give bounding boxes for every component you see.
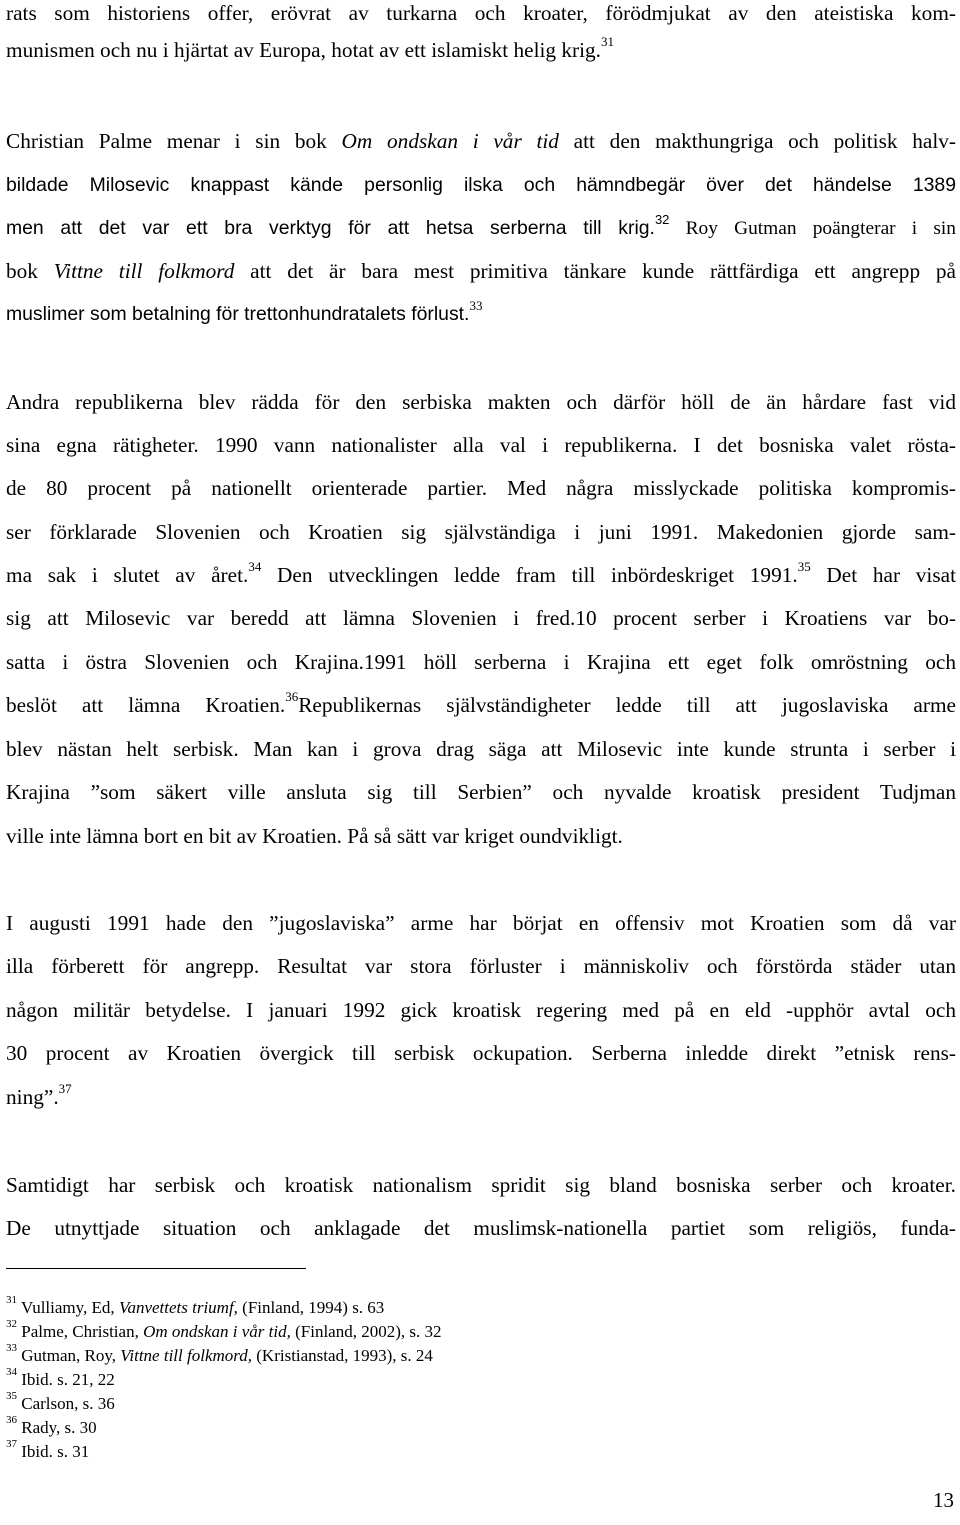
footnote-text: Palme, Christian, [21,1322,144,1341]
footnote-number: 31 [6,1294,17,1307]
text-run: Krajina ”som säkert ville ansluta sig till Serbien” och nyvalde kroatisk president Tudjman [6,780,956,804]
book-title: Vittne till folkmord [53,259,235,283]
page-number: 13 [933,1488,954,1512]
body-line [6,997,956,1024]
body-line [6,1080,72,1111]
body-line [6,953,956,980]
footnote-ref: 34 [248,558,262,574]
text-run: I augusti 1991 hade den ”jugoslaviska” arme har börjat en offensiv mot Kroatien som då var [6,911,956,935]
text-run: beslöt att lämna Kroatien. [6,693,286,717]
body-line [6,688,956,719]
footnote [6,1342,433,1367]
footnote-text: , (Finland, 1994) s. 63 [233,1298,385,1317]
text-run: Christian Palme menar i sin bok [6,129,342,153]
body-line [6,823,623,850]
footnote-ref: 37 [58,1080,72,1096]
text-run: Republikernas självständigheter ledde till att jugoslaviska arme [298,693,956,717]
text-run: ser förklarade Slovenien och Kroatien sig självständiga i juni 1991. Makedonien gjorde sam- [6,520,956,544]
body-line [6,736,956,763]
text-run: illa förberett för angrepp. Resultat var stora förluster i människoliv och förstörda städer utan [6,954,956,978]
text-run: ville inte lämna bort en bit av Kroatien. På så sätt var kriget oundvikligt. [6,824,623,848]
body-line [6,779,956,806]
footnote-separator [6,1268,306,1269]
text-run: Roy Gutman poängterar i sin [669,218,956,239]
footnote-number: 32 [6,1318,17,1331]
text-run: 30 procent av Kroatien övergick till serbisk ockupation. Serberna inledde direkt ”etnisk rens- [6,1041,956,1065]
text-run: att det är bara mest primitiva tänkare kunde rättfärdiga ett angrepp på [234,259,956,283]
text-run: sig att Milosevic var beredd att lämna Slovenien i fred.10 procent serber i Kroatiens var bo- [6,606,956,630]
text-run: rats som historiens offer, erövrat av turkarna och kroater, förödmjukat av den ateistiska kom- [6,1,956,25]
text-run: Den utvecklingen ledde fram till inbördeskriget 1991. [261,563,798,587]
text-run: Det har visat [810,563,956,587]
body-line [6,1040,956,1067]
footnote-text: Gutman, Roy, [21,1346,121,1365]
text-run: De utnyttjade situation och anklagade det muslimsk-nationella partiet som religiös, funda- [6,1216,956,1240]
footnote-number: 35 [6,1390,17,1403]
body-line [6,475,956,502]
text-run: 1990 vann nationalister alla val i republikerna. I det bosniska valet rösta- [198,433,956,457]
footnote-number: 37 [6,1438,17,1451]
footnote-ref: 36 [285,688,299,704]
footnote [6,1366,115,1391]
body-line [6,172,956,199]
text-run: Samtidigt har serbisk och kroatisk nationalism spridit sig bland bosniska serber och kroater. [6,1173,956,1197]
text-run: någon militär betydelse. I januari 1992 gick kroatisk regering med på en eld -upphör avtal och [6,998,956,1022]
body-line [6,389,956,416]
text-run: munismen och nu i hjärtat av Europa, hotat av ett islamiskt helig krig. [6,38,602,62]
body-line [6,910,956,937]
text-run: Andra republikerna blev rädda för den serbiska makten och därför höll de än hårdare fast vid [6,390,956,414]
footnote-text: Carlson, s. 36 [21,1394,115,1413]
body-line [6,33,615,64]
text-run: de 80 procent på nationellt orienterade partier. [6,476,488,500]
body-line [6,211,956,242]
body-line [6,519,956,546]
footnote-text: (Finland, 2002), s. 32 [290,1322,442,1341]
body-line [6,297,483,328]
text-run: blev nästan helt serbisk. [6,737,239,761]
text-run: att den makthungriga och politisk halv- [558,129,956,153]
footnote-ref: 35 [797,558,811,574]
text-run: sina egna rätigheter. [6,433,199,457]
body-line [6,432,956,459]
footnote-number: 34 [6,1366,17,1379]
body-line [6,605,956,632]
text-run: Man kan i grova drag säga att Milosevic inte kunde strunta i serber i [238,737,956,761]
body-line [6,649,956,676]
footnote [6,1438,90,1463]
text-run: ma sak i slutet av året. [6,563,249,587]
text-run: ning”. [6,1085,59,1109]
text-run: men att det var ett bra verktyg för att hetsa serberna till krig. [6,217,655,239]
footnote-title: Om ondskan i vår tid, [143,1322,291,1341]
footnote [6,1390,115,1415]
body-line [6,128,956,155]
footnote-ref: 33 [469,297,483,313]
footnote-text: Ibid. s. 31 [21,1442,90,1461]
footnote-text: Ibid. s. 21, 22 [21,1370,115,1389]
book-title: Om ondskan i vår tid [341,129,559,153]
body-line [6,1215,956,1242]
text-run: bok [6,259,54,283]
footnote [6,1318,442,1343]
text-run: bildade Milosevic knappast kände personlig ilska och hämndbegär över det händelse 1389 [6,174,956,196]
footnote-title: Vanvettets triumf [118,1298,234,1317]
body-line [6,1172,956,1199]
footnote-ref: 31 [601,33,615,49]
text-run: muslimer som betalning för trettonhundratalets förlust. [6,303,470,325]
footnote-number: 33 [6,1342,17,1355]
footnote-text: (Kristianstad, 1993), s. 24 [252,1346,433,1365]
body-line [6,258,956,285]
body-line [6,558,956,589]
footnote-ref: 32 [654,211,670,227]
footnote-text: Vulliamy, Ed, [20,1298,119,1317]
body-line [6,0,956,27]
footnote-title: Vittne till folkmord, [120,1346,252,1365]
text-run: satta i östra Slovenien och Krajina.1991 höll serberna i Krajina ett eget folk omröstning och [6,650,956,674]
footnote-text: Rady, s. 30 [21,1418,97,1437]
footnote [6,1414,97,1439]
text-run: Med några misslyckade politiska kompromis- [487,476,957,500]
footnote [6,1294,385,1319]
footnote-number: 36 [6,1414,17,1427]
